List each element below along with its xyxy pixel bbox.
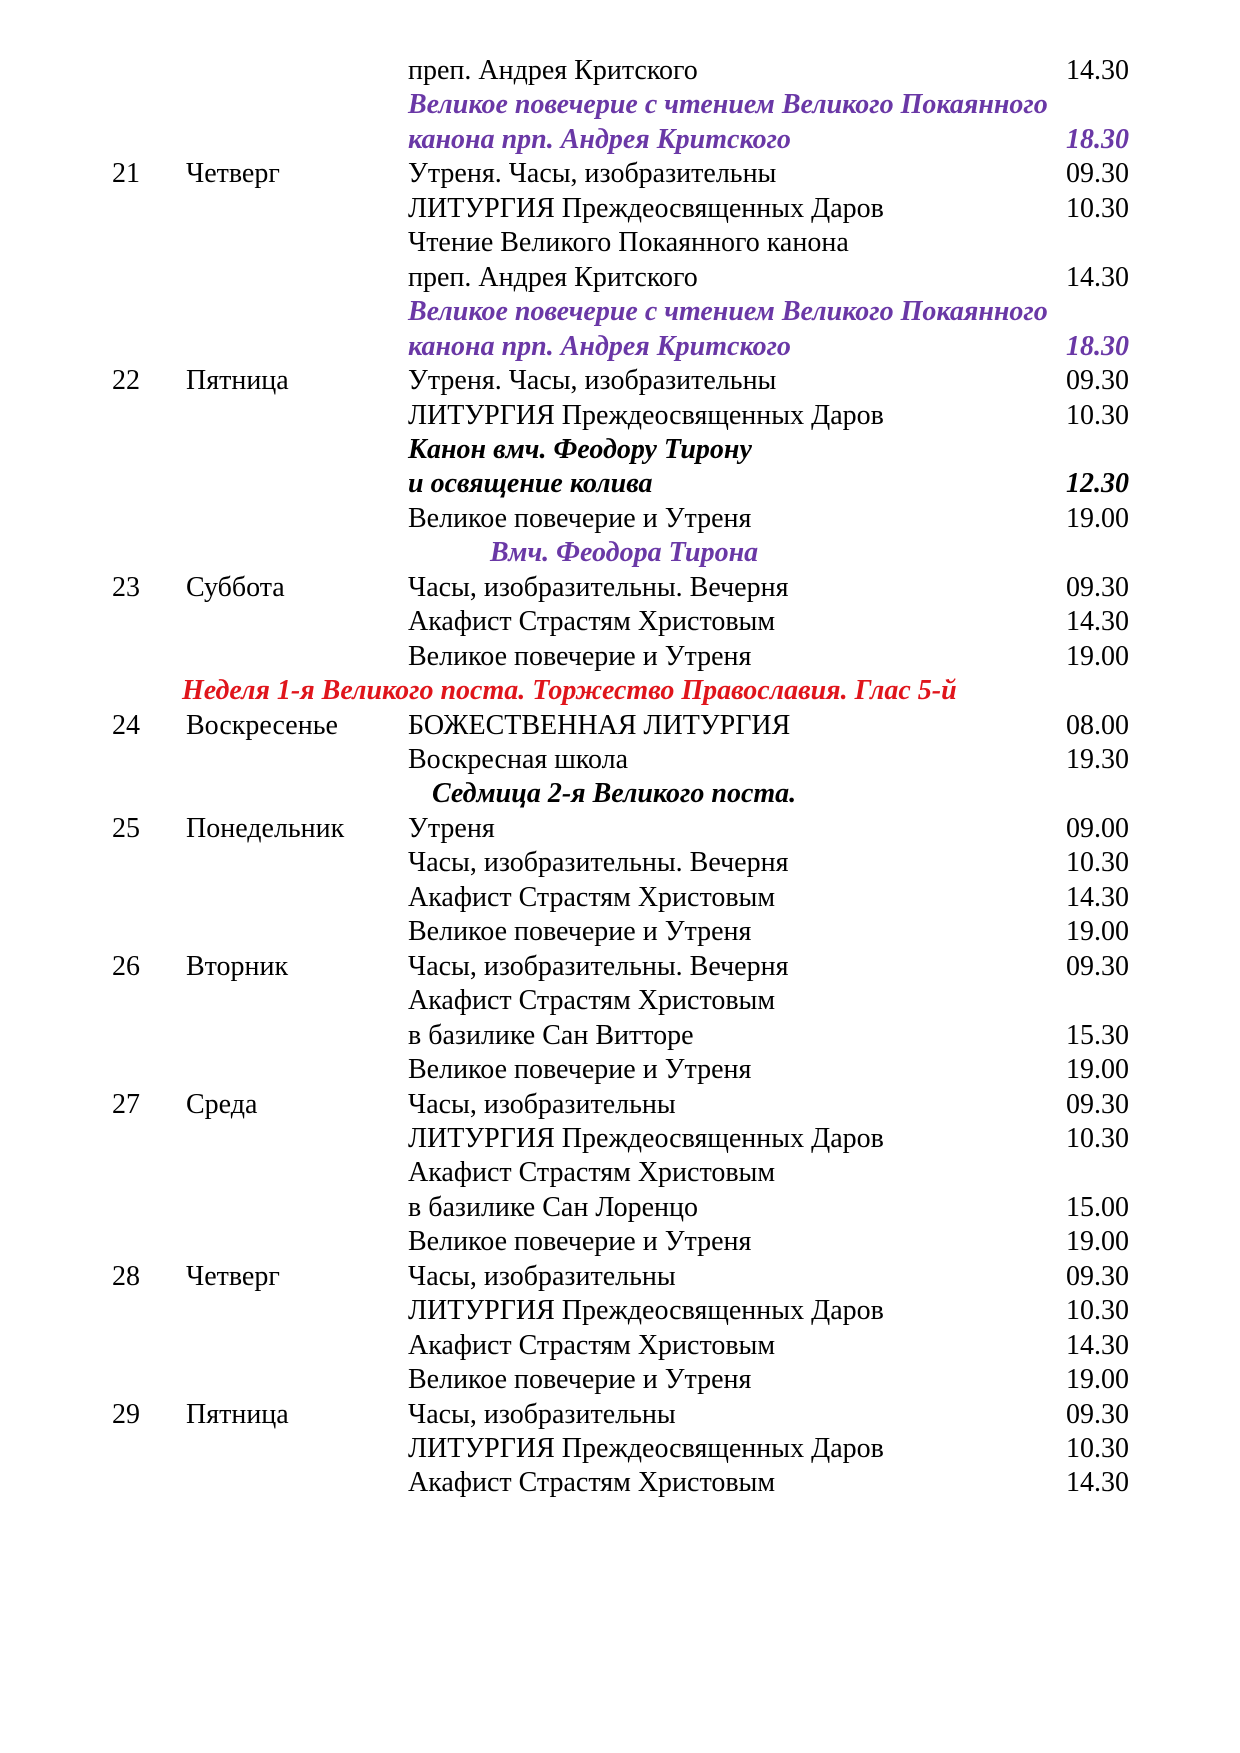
service-name: Акафист Страстям Христовым <box>408 606 776 638</box>
section-heading-text: Неделя 1-я Великого поста. Торжество Православия. Глас 5-й <box>182 675 957 707</box>
schedule-row <box>0 603 1240 641</box>
schedule-row <box>0 155 1240 193</box>
schedule-row <box>0 948 1240 986</box>
service-time: 14.30 <box>1066 1467 1129 1499</box>
schedule-row <box>0 741 1240 779</box>
schedule-row <box>0 707 1240 745</box>
service-time: 14.30 <box>1066 881 1129 913</box>
schedule-row <box>0 1223 1240 1261</box>
schedule-row <box>0 1464 1240 1502</box>
service-time: 15.00 <box>1066 1191 1129 1223</box>
service-name: в базилике Сан Витторе <box>408 1019 694 1051</box>
service-time: 19.00 <box>1066 916 1129 948</box>
service-name: Часы, изобразительны <box>408 1088 676 1120</box>
service-name: Великое повечерие с чтением Великого Покаянного <box>408 296 1048 328</box>
service-name: ЛИТУРГИЯ Преждеосвященных Даров <box>408 1433 884 1464</box>
schedule-row <box>0 500 1240 538</box>
service-name: Канон вмч. Феодору Тирону <box>408 433 752 465</box>
service-time: 09.30 <box>1066 158 1129 190</box>
day-number: 27 <box>112 1088 140 1120</box>
day-number: 25 <box>112 812 140 844</box>
day-number: 23 <box>112 571 140 603</box>
schedule-row <box>0 844 1240 882</box>
service-time: 09.30 <box>1066 1398 1129 1430</box>
weekday-name: Понедельник <box>186 812 345 844</box>
day-number: 22 <box>112 365 140 397</box>
section-heading <box>0 672 1240 710</box>
service-name: БОЖЕСТВЕННАЯ ЛИТУРГИЯ <box>408 709 791 741</box>
service-name: канона прп. Андрея Критского <box>408 123 791 155</box>
weekday-name: Пятница <box>186 365 289 397</box>
weekday-name: Четверг <box>186 1260 280 1292</box>
service-name: Часы, изобразительны. Вечерня <box>408 571 789 603</box>
service-name: Чтение Великого Покаянного канона <box>408 227 849 259</box>
service-time: 18.30 <box>1066 330 1129 362</box>
schedule-row <box>0 1430 1240 1468</box>
service-name: ЛИТУРГИЯ Преждеосвященных Даров <box>408 1122 884 1154</box>
day-number: 21 <box>112 158 140 190</box>
service-time: 10.30 <box>1066 847 1129 879</box>
schedule-row <box>0 1189 1240 1227</box>
weekday-name: Четверг <box>186 158 280 190</box>
service-time: 14.30 <box>1066 606 1129 638</box>
service-name: Великое повечерие и Утреня <box>408 1364 752 1396</box>
weekday-name: Пятница <box>186 1398 289 1430</box>
service-time: 18.30 <box>1066 123 1129 155</box>
service-name: Утреня. Часы, изобразительны <box>408 158 777 190</box>
schedule-row <box>0 224 1240 262</box>
service-time: 09.30 <box>1066 950 1129 982</box>
service-name: Великое повечерие и Утреня <box>408 640 752 672</box>
section-heading-text: Вмч. Феодора Тирона <box>490 537 759 569</box>
service-name: Великое повечерие с чтением Великого Покаянного <box>408 89 1048 121</box>
service-name: ЛИТУРГИЯ Преждеосвященных Даров <box>408 399 884 431</box>
service-name: Часы, изобразительны. Вечерня <box>408 950 789 982</box>
service-time: 19.00 <box>1066 1364 1129 1396</box>
schedule-row <box>0 1120 1240 1158</box>
service-name: Утреня <box>408 812 495 844</box>
service-name: Великое повечерие и Утреня <box>408 1226 752 1258</box>
service-time: 19.00 <box>1066 1054 1129 1086</box>
service-name: Акафист Страстям Христовым <box>408 881 776 913</box>
service-name: канона прп. Андрея Критского <box>408 330 791 362</box>
service-time: 19.00 <box>1066 640 1129 672</box>
service-time: 19.00 <box>1066 502 1129 534</box>
service-time: 14.30 <box>1066 55 1129 86</box>
service-name: в базилике Сан Лоренцо <box>408 1191 699 1223</box>
service-name: Воскресная школа <box>408 744 629 775</box>
service-name: Великое повечерие и Утреня <box>408 916 752 948</box>
service-time: 10.30 <box>1066 1433 1129 1464</box>
schedule-row <box>0 52 1240 90</box>
service-time: 19.30 <box>1066 744 1129 775</box>
weekday-name: Среда <box>186 1088 258 1120</box>
schedule-row <box>0 569 1240 607</box>
service-time: 09.00 <box>1066 812 1129 844</box>
service-name: преп. Андрея Критского <box>408 55 698 86</box>
weekday-name: Вторник <box>186 950 289 982</box>
schedule-row <box>0 1086 1240 1124</box>
schedule-row <box>0 259 1240 297</box>
service-time: 10.30 <box>1066 1295 1129 1327</box>
service-time: 10.30 <box>1066 1122 1129 1154</box>
schedule-row <box>0 431 1240 469</box>
schedule-row <box>0 913 1240 951</box>
service-name: ЛИТУРГИЯ Преждеосвященных Даров <box>408 1295 884 1327</box>
schedule-row <box>0 328 1240 366</box>
day-number: 26 <box>112 950 140 982</box>
service-time: 08.00 <box>1066 709 1129 741</box>
schedule-row <box>0 1258 1240 1296</box>
service-name: Акафист Страстям Христовым <box>408 1467 776 1499</box>
service-name: Великое повечерие и Утреня <box>408 1054 752 1086</box>
schedule-row <box>0 1327 1240 1365</box>
service-time: 09.30 <box>1066 365 1129 397</box>
service-name: Акафист Страстям Христовым <box>408 1157 776 1189</box>
day-number: 24 <box>112 709 140 741</box>
section-heading <box>0 534 1240 572</box>
section-heading-text: Седмица 2-я Великого поста. <box>432 778 797 810</box>
service-name: Акафист Страстям Христовым <box>408 1329 776 1361</box>
schedule-row <box>0 293 1240 331</box>
service-name: преп. Андрея Критского <box>408 261 698 293</box>
section-heading <box>0 775 1240 813</box>
service-time: 15.30 <box>1066 1019 1129 1051</box>
service-name: Часы, изобразительны <box>408 1398 676 1430</box>
schedule-row <box>0 879 1240 917</box>
service-name: Акафист Страстям Христовым <box>408 985 776 1017</box>
service-name: Утреня. Часы, изобразительны <box>408 365 777 397</box>
schedule-row <box>0 465 1240 503</box>
day-number: 29 <box>112 1398 140 1430</box>
schedule-row <box>0 1361 1240 1399</box>
service-time: 10.30 <box>1066 192 1129 224</box>
service-name: Великое повечерие и Утреня <box>408 502 752 534</box>
weekday-name: Суббота <box>186 571 285 603</box>
service-name: ЛИТУРГИЯ Преждеосвященных Даров <box>408 192 884 224</box>
service-name: Часы, изобразительны. Вечерня <box>408 847 789 879</box>
service-time: 19.00 <box>1066 1226 1129 1258</box>
service-name: Часы, изобразительны <box>408 1260 676 1292</box>
schedule-row <box>0 1051 1240 1089</box>
schedule-row <box>0 362 1240 400</box>
schedule-row <box>0 1154 1240 1192</box>
schedule-row <box>0 1017 1240 1055</box>
schedule-row <box>0 397 1240 435</box>
service-time: 14.30 <box>1066 261 1129 293</box>
schedule-row <box>0 121 1240 159</box>
schedule-row <box>0 86 1240 124</box>
schedule-row <box>0 1396 1240 1434</box>
service-time: 14.30 <box>1066 1329 1129 1361</box>
service-time: 09.30 <box>1066 1260 1129 1292</box>
schedule-row <box>0 982 1240 1020</box>
schedule-row <box>0 638 1240 676</box>
schedule-row <box>0 810 1240 848</box>
weekday-name: Воскресенье <box>186 709 338 741</box>
day-number: 28 <box>112 1260 140 1292</box>
schedule-row <box>0 1292 1240 1330</box>
service-time: 10.30 <box>1066 399 1129 431</box>
service-name: и освящение колива <box>408 468 653 500</box>
service-time: 09.30 <box>1066 1088 1129 1120</box>
service-time: 09.30 <box>1066 571 1129 603</box>
schedule-row <box>0 190 1240 228</box>
service-time: 12.30 <box>1066 468 1129 500</box>
